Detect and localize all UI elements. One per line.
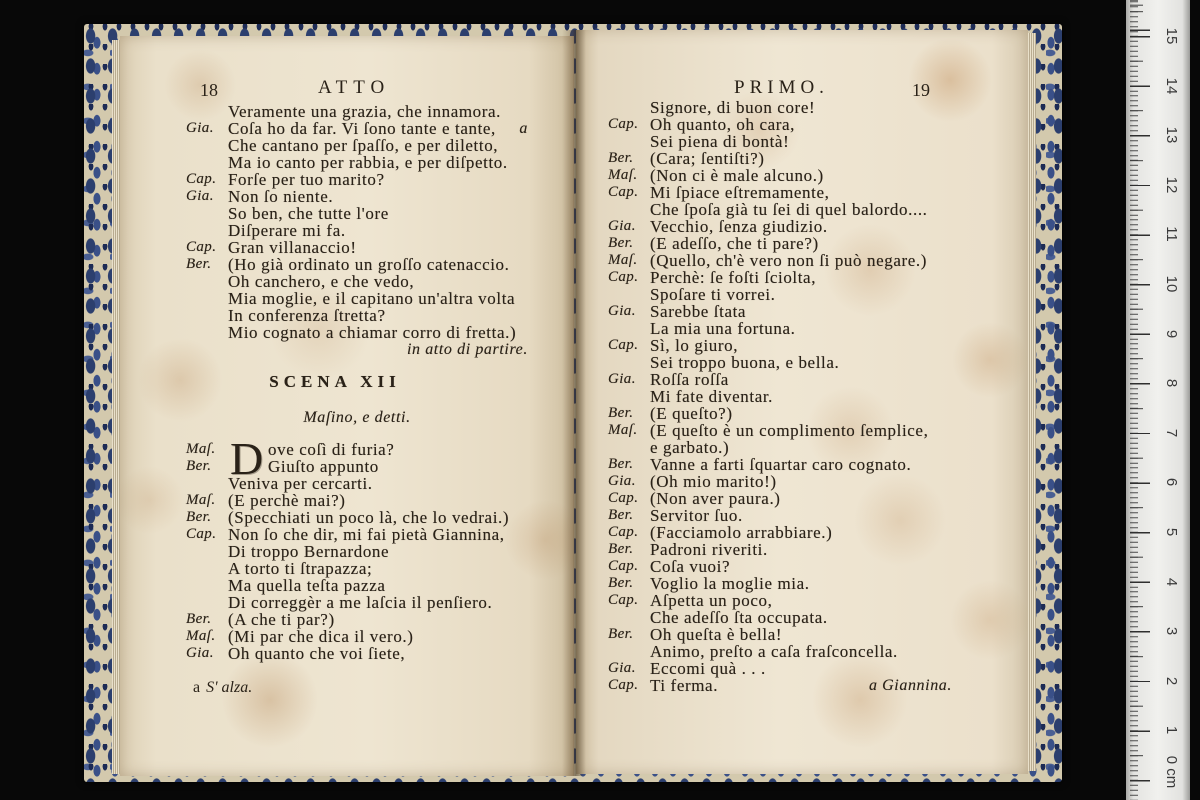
line-text: Non ſo che dir, mi fai pietà Giannina, — [228, 525, 505, 544]
verse-line — [608, 320, 952, 337]
line-text: Oh canchero, e che vedo, — [228, 272, 415, 291]
verse-line — [186, 120, 528, 137]
line-text: Oh quanto, oh cara, — [650, 115, 795, 134]
line-text: Spoſare ti vorrei. — [650, 285, 776, 304]
verse-line — [186, 290, 528, 307]
ruler-label: 13 — [1163, 126, 1180, 144]
line-text: Veramente una grazia, che innamora. — [228, 102, 502, 121]
verse-line — [186, 458, 528, 475]
ruler-label: 0 cm — [1163, 755, 1180, 789]
verse-line — [608, 201, 952, 218]
line-text: So ben, che tutte l'ore — [228, 204, 389, 223]
speaker-label: Maſ. — [608, 252, 638, 268]
verse-line — [186, 171, 528, 188]
line-text: Ma quella teſta pazza — [228, 576, 386, 595]
verse-line — [186, 543, 528, 560]
ruler-label: 6 — [1163, 478, 1180, 487]
speaker-label: Gia. — [186, 188, 214, 204]
speaker-label: Gia. — [608, 218, 636, 234]
running-head: PRIMO. — [734, 77, 829, 98]
line-text: Che adeſſo ſta occupata. — [650, 608, 828, 627]
line-text: Vecchio, ſenza giudizio. — [650, 217, 828, 236]
line-text: Coſa vuoi? — [650, 557, 731, 576]
speaker-label: Ber. — [608, 507, 634, 523]
ruler-label: 15 — [1163, 27, 1180, 45]
page-number: 18 — [200, 80, 218, 100]
line-text: ove coſì di furia? — [268, 440, 395, 459]
line-text: Aſpetta un poco, — [650, 591, 773, 610]
verse-line — [608, 592, 952, 609]
line-text: (A che ti par?) — [228, 610, 335, 629]
speaker-label: Ber. — [186, 611, 212, 627]
line-text: A torto ti ſtrapazza; — [228, 559, 373, 578]
stage-direction — [186, 341, 528, 358]
speaker-label: Cap. — [608, 677, 639, 693]
line-text: Diſperare mi fa. — [228, 221, 346, 240]
verse-line — [608, 524, 952, 541]
verse-line — [186, 577, 528, 594]
line-text: (Cara; ſentiſti?) — [650, 149, 765, 168]
verse-line — [186, 560, 528, 577]
speaker-label: Maſ. — [186, 628, 216, 644]
line-text: (E queſto è un complimento ſemplice, — [650, 421, 929, 440]
ruler-label: 14 — [1163, 77, 1180, 94]
verse-line — [608, 541, 952, 558]
ruler-label: 1 — [1163, 726, 1180, 735]
line-text: Giuſto appunto — [268, 457, 379, 476]
speaker-label: Cap. — [608, 184, 639, 200]
ruler-label: 9 — [1163, 329, 1180, 338]
text-block — [608, 99, 952, 694]
line-text: (Facciamolo arrabbiare.) — [650, 523, 833, 542]
speaker-label: Cap. — [186, 239, 217, 255]
verse-line — [608, 269, 952, 286]
line-text: Ma io canto per rabbia, e per diſpetto. — [228, 153, 508, 172]
page-right — [576, 30, 1028, 774]
drop-capital: D — [230, 433, 264, 484]
verse-line — [186, 594, 528, 611]
line-text: Roſſa roſſa — [650, 370, 729, 389]
speaker-label: Cap. — [608, 116, 639, 132]
page-left — [120, 36, 574, 776]
verse-line — [608, 473, 952, 490]
line-text: Vanne a farti ſquartar caro cognato. — [650, 455, 912, 474]
line-text: Perchè: ſe foſti ſciolta, — [650, 268, 817, 287]
verse-line — [608, 252, 952, 269]
line-text: SCENA XII — [269, 372, 401, 391]
line-text: (E queſto?) — [650, 404, 733, 423]
verse-line — [186, 137, 528, 154]
speaker-label: Gia. — [608, 303, 636, 319]
verse-line — [608, 660, 952, 677]
speaker-label: Ber. — [186, 509, 212, 525]
verse-line — [186, 324, 528, 341]
verse-line — [186, 239, 528, 256]
speaker-label: Cap. — [608, 524, 639, 540]
speaker-label: Ber. — [608, 575, 634, 591]
ruler-cm-ticks — [1130, 0, 1150, 800]
stage-direction: a Giannina. — [868, 677, 952, 694]
stage-direction: a — [519, 120, 528, 137]
verse-line — [186, 205, 528, 222]
speaker-label: Cap. — [186, 171, 217, 187]
speaker-label: Ber. — [608, 405, 634, 421]
verse-line — [608, 303, 952, 320]
ruler-label: 11 — [1163, 226, 1180, 243]
speaker-label: Gia. — [186, 645, 214, 661]
verse-line — [608, 575, 952, 592]
verse-line — [608, 167, 952, 184]
line-text: (E perchè mai?) — [228, 491, 346, 510]
speaker-label: Cap. — [608, 337, 639, 353]
verse-line — [608, 99, 952, 116]
speaker-label: Gia. — [608, 473, 636, 489]
line-text: (Non aver paura.) — [650, 489, 781, 508]
line-text: e garbato.) — [650, 438, 730, 457]
speaker-label: Ber. — [186, 458, 212, 474]
verse-line — [608, 456, 952, 473]
verse-line — [186, 256, 528, 273]
line-text: Eccomi quà . . . — [650, 659, 766, 678]
line-text: (Specchiati un poco là, che lo vedrai.) — [228, 508, 510, 527]
ruler-label: 10 — [1163, 275, 1180, 293]
verse-line — [608, 439, 952, 456]
line-text: La mia una fortuna. — [650, 319, 796, 338]
verse-line — [608, 218, 952, 235]
verse-line — [186, 492, 528, 509]
speaker-label: Ber. — [186, 256, 212, 272]
verse-line — [186, 154, 528, 171]
running-head: ATTO — [318, 77, 391, 98]
line-text: in atto di partire. — [406, 341, 528, 358]
line-text: Padroni riveriti. — [650, 540, 768, 559]
speaker-label: Maſ. — [186, 492, 216, 508]
speaker-label: Gia. — [608, 371, 636, 387]
verse-line — [186, 188, 528, 205]
speaker-label: Cap. — [608, 490, 639, 506]
line-text: Ti ferma. — [650, 676, 719, 695]
verse-line — [608, 643, 952, 660]
speaker-label: Cap. — [608, 558, 639, 574]
verse-line — [186, 509, 528, 526]
line-text: (Non ci è male alcuno.) — [650, 166, 824, 185]
speaker-label: Ber. — [608, 456, 634, 472]
speaker-label: Gia. — [608, 660, 636, 676]
line-text: Mi fate diventar. — [650, 387, 774, 406]
footer-mark: a — [193, 679, 201, 696]
measuring-ruler — [1126, 0, 1190, 800]
verse-line — [186, 103, 528, 120]
verse-line — [608, 286, 952, 303]
speaker-label: Maſ. — [608, 422, 638, 438]
verse-line — [186, 475, 528, 492]
verse-line — [608, 354, 952, 371]
speaker-label: Ber. — [608, 150, 634, 166]
speaker-label: Ber. — [608, 235, 634, 251]
verse-line — [186, 628, 528, 645]
ruler-label: 7 — [1163, 428, 1180, 437]
ruler-label: 2 — [1163, 676, 1180, 685]
line-text: Animo, preſto a caſa fraſconcella. — [650, 642, 898, 661]
verse-line — [608, 677, 952, 694]
line-text: Mia moglie, e il capitano un'altra volta — [228, 289, 516, 308]
scene-cast — [186, 409, 528, 426]
line-text: Di correggèr a me laſcia il penſiero. — [228, 593, 493, 612]
verse-line — [608, 626, 952, 643]
verse-line — [608, 490, 952, 507]
speaker-label: Cap. — [608, 592, 639, 608]
scene-heading — [186, 373, 528, 390]
speaker-label: Maſ. — [186, 441, 216, 457]
verse-line — [608, 405, 952, 422]
line-text: (Oh mio marito!) — [650, 472, 777, 491]
verse-line — [186, 526, 528, 543]
speaker-label: Cap. — [608, 269, 639, 285]
ruler-label: 3 — [1163, 627, 1180, 636]
verse-line — [608, 609, 952, 626]
line-text: Forſe per tuo marito? — [228, 170, 385, 189]
speaker-label: Ber. — [608, 626, 634, 642]
verse-line — [186, 222, 528, 239]
line-text: Coſa ho da far. Vi ſono tante e tante, — [228, 119, 496, 138]
book-gutter-shadow — [562, 30, 586, 776]
line-text: Veniva per cercarti. — [228, 474, 373, 493]
verse-line — [608, 337, 952, 354]
line-text: Voglio la moglie mia. — [650, 574, 810, 593]
line-text: In conferenza ſtretta? — [228, 306, 386, 325]
line-text: Signore, di buon core! — [650, 98, 816, 117]
page-number: 19 — [912, 80, 930, 100]
line-text: Maſino, e detti. — [303, 409, 411, 426]
ruler-label: 12 — [1163, 176, 1180, 194]
line-text: Oh quanto che voi ſiete, — [228, 644, 406, 663]
line-text: Non ſo niente. — [228, 187, 334, 206]
verse-line — [608, 507, 952, 524]
verse-line — [608, 422, 952, 439]
speaker-label: Maſ. — [608, 167, 638, 183]
verse-line — [186, 611, 528, 628]
line-text: Oh queſta è bella! — [650, 625, 783, 644]
ruler-label: 5 — [1163, 527, 1180, 537]
line-text: Gran villanaccio! — [228, 238, 357, 257]
verse-line — [186, 273, 528, 290]
verse-line — [608, 371, 952, 388]
line-text: Sei troppo buona, e bella. — [650, 353, 840, 372]
line-text: Di troppo Bernardone — [228, 542, 390, 561]
line-text: (Quello, ch'è vero non ſi può negare.) — [650, 251, 927, 270]
ruler-label: 4 — [1163, 577, 1180, 586]
line-text: Sei piena di bontà! — [650, 132, 790, 151]
verse-line — [608, 150, 952, 167]
verse-line — [608, 133, 952, 150]
text-block — [186, 103, 528, 662]
line-text: (Ho già ordinato un groſſo catenaccio. — [228, 255, 510, 274]
speaker-label: Cap. — [186, 526, 217, 542]
verse-line — [608, 388, 952, 405]
speaker-label: Ber. — [608, 541, 634, 557]
speaker-label: Gia. — [186, 120, 214, 136]
verse-line — [608, 558, 952, 575]
line-text: Servitor ſuo. — [650, 506, 743, 525]
line-text: (E adeſſo, che ti pare?) — [650, 234, 819, 253]
line-text: (Mi par che dica il vero.) — [228, 627, 414, 646]
ruler-label: 8 — [1163, 379, 1180, 388]
verse-line — [186, 645, 528, 662]
line-text: Sì, lo giuro, — [650, 336, 739, 355]
verse-line — [608, 235, 952, 252]
verse-line — [608, 184, 952, 201]
verse-line — [186, 307, 528, 324]
line-text: Sarebbe ſtata — [650, 302, 747, 321]
page-footer — [193, 679, 252, 697]
verse-line — [608, 116, 952, 133]
line-text: Che ſpoſa già tu ſei di quel balordo.... — [650, 200, 928, 219]
line-text: Che cantano per ſpaſſo, e per diletto, — [228, 136, 499, 155]
footer-stage-direction: S' alza. — [206, 679, 253, 696]
line-text: Mio cognato a chiamar corro di fretta.) — [228, 323, 517, 342]
line-text: Mi ſpiace eſtremamente, — [650, 183, 830, 202]
